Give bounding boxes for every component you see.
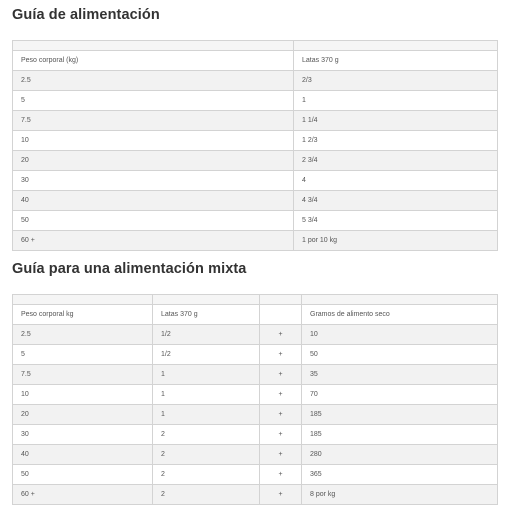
table-row <box>13 485 498 505</box>
feeding-guide-title: Guía de alimentación <box>12 7 160 23</box>
spacer-cell <box>13 41 294 51</box>
table-cell: 1/2 <box>153 345 260 365</box>
table-cell: 20 <box>13 151 294 171</box>
table-cell: 8 por kg <box>302 485 498 505</box>
table-cell: + <box>260 485 302 505</box>
table-cell: + <box>260 425 302 445</box>
column-header: Gramos de alimento seco <box>302 305 498 325</box>
table-cell: 35 <box>302 365 498 385</box>
spacer-cell <box>13 295 153 305</box>
table-cell: + <box>260 405 302 425</box>
table-cell: 4 3/4 <box>294 191 498 211</box>
spacer-cell <box>153 295 260 305</box>
table-cell: + <box>260 445 302 465</box>
table-cell: 60 + <box>13 485 153 505</box>
table-cell: 2 <box>153 485 260 505</box>
table-row <box>13 151 498 171</box>
table-cell: 30 <box>13 171 294 191</box>
table-cell: 2 <box>153 445 260 465</box>
table-cell: 2 <box>153 425 260 445</box>
table-row <box>13 345 498 365</box>
table-cell: 1 <box>294 91 498 111</box>
table-cell: + <box>260 325 302 345</box>
table-row <box>13 111 498 131</box>
table-cell: 1 1/4 <box>294 111 498 131</box>
table-cell: 2 3/4 <box>294 151 498 171</box>
table-row <box>13 211 498 231</box>
table-cell: + <box>260 345 302 365</box>
column-header: Peso corporal (kg) <box>13 51 294 71</box>
table-cell: 50 <box>13 211 294 231</box>
table-cell: 4 <box>294 171 498 191</box>
table-row <box>13 445 498 465</box>
table-cell: 185 <box>302 425 498 445</box>
table-row <box>13 91 498 111</box>
table-header-row <box>13 305 498 325</box>
column-header <box>260 305 302 325</box>
table-cell: 50 <box>302 345 498 365</box>
table-cell: 1 <box>153 385 260 405</box>
table-cell: 20 <box>13 405 153 425</box>
table-cell: 50 <box>13 465 153 485</box>
column-header: Latas 370 g <box>153 305 260 325</box>
table-cell: 2 <box>153 465 260 485</box>
table-row <box>13 231 498 251</box>
table-row <box>13 131 498 151</box>
table-row <box>13 171 498 191</box>
table-header-row <box>13 51 498 71</box>
table-cell: 365 <box>302 465 498 485</box>
table-row <box>13 385 498 405</box>
table-cell: 2/3 <box>294 71 498 91</box>
table-cell: 40 <box>13 445 153 465</box>
spacer-cell <box>260 295 302 305</box>
mixed-feeding-guide-title: Guía para una alimentación mixta <box>12 261 247 277</box>
spacer-cell <box>294 41 498 51</box>
column-header: Latas 370 g <box>294 51 498 71</box>
table-cell: 1 2/3 <box>294 131 498 151</box>
table-cell: 280 <box>302 445 498 465</box>
table-row <box>13 425 498 445</box>
table-cell: + <box>260 465 302 485</box>
table-cell: 1 por 10 kg <box>294 231 498 251</box>
table-cell: 5 <box>13 345 153 365</box>
mixed-feeding-guide-table <box>12 294 498 505</box>
table-cell: 40 <box>13 191 294 211</box>
table-cell: 7.5 <box>13 111 294 131</box>
table-cell: 5 <box>13 91 294 111</box>
table-cell: 1/2 <box>153 325 260 345</box>
table-cell: 1 <box>153 365 260 385</box>
table-cell: 2.5 <box>13 71 294 91</box>
table-cell: 7.5 <box>13 365 153 385</box>
table-spacer-row <box>13 295 498 305</box>
table-cell: 5 3/4 <box>294 211 498 231</box>
table-row <box>13 405 498 425</box>
table-cell: + <box>260 365 302 385</box>
spacer-cell <box>302 295 498 305</box>
table-row <box>13 365 498 385</box>
table-row <box>13 325 498 345</box>
table-row <box>13 465 498 485</box>
table-cell: 60 + <box>13 231 294 251</box>
table-cell: 30 <box>13 425 153 445</box>
table-cell: 2.5 <box>13 325 153 345</box>
table-cell: 70 <box>302 385 498 405</box>
feeding-guide-table <box>12 40 498 251</box>
table-row <box>13 191 498 211</box>
table-row <box>13 71 498 91</box>
table-cell: 1 <box>153 405 260 425</box>
table-spacer-row <box>13 41 498 51</box>
table-cell: 10 <box>13 385 153 405</box>
table-cell: 185 <box>302 405 498 425</box>
column-header: Peso corporal kg <box>13 305 153 325</box>
table-cell: 10 <box>302 325 498 345</box>
table-cell: + <box>260 385 302 405</box>
table-cell: 10 <box>13 131 294 151</box>
